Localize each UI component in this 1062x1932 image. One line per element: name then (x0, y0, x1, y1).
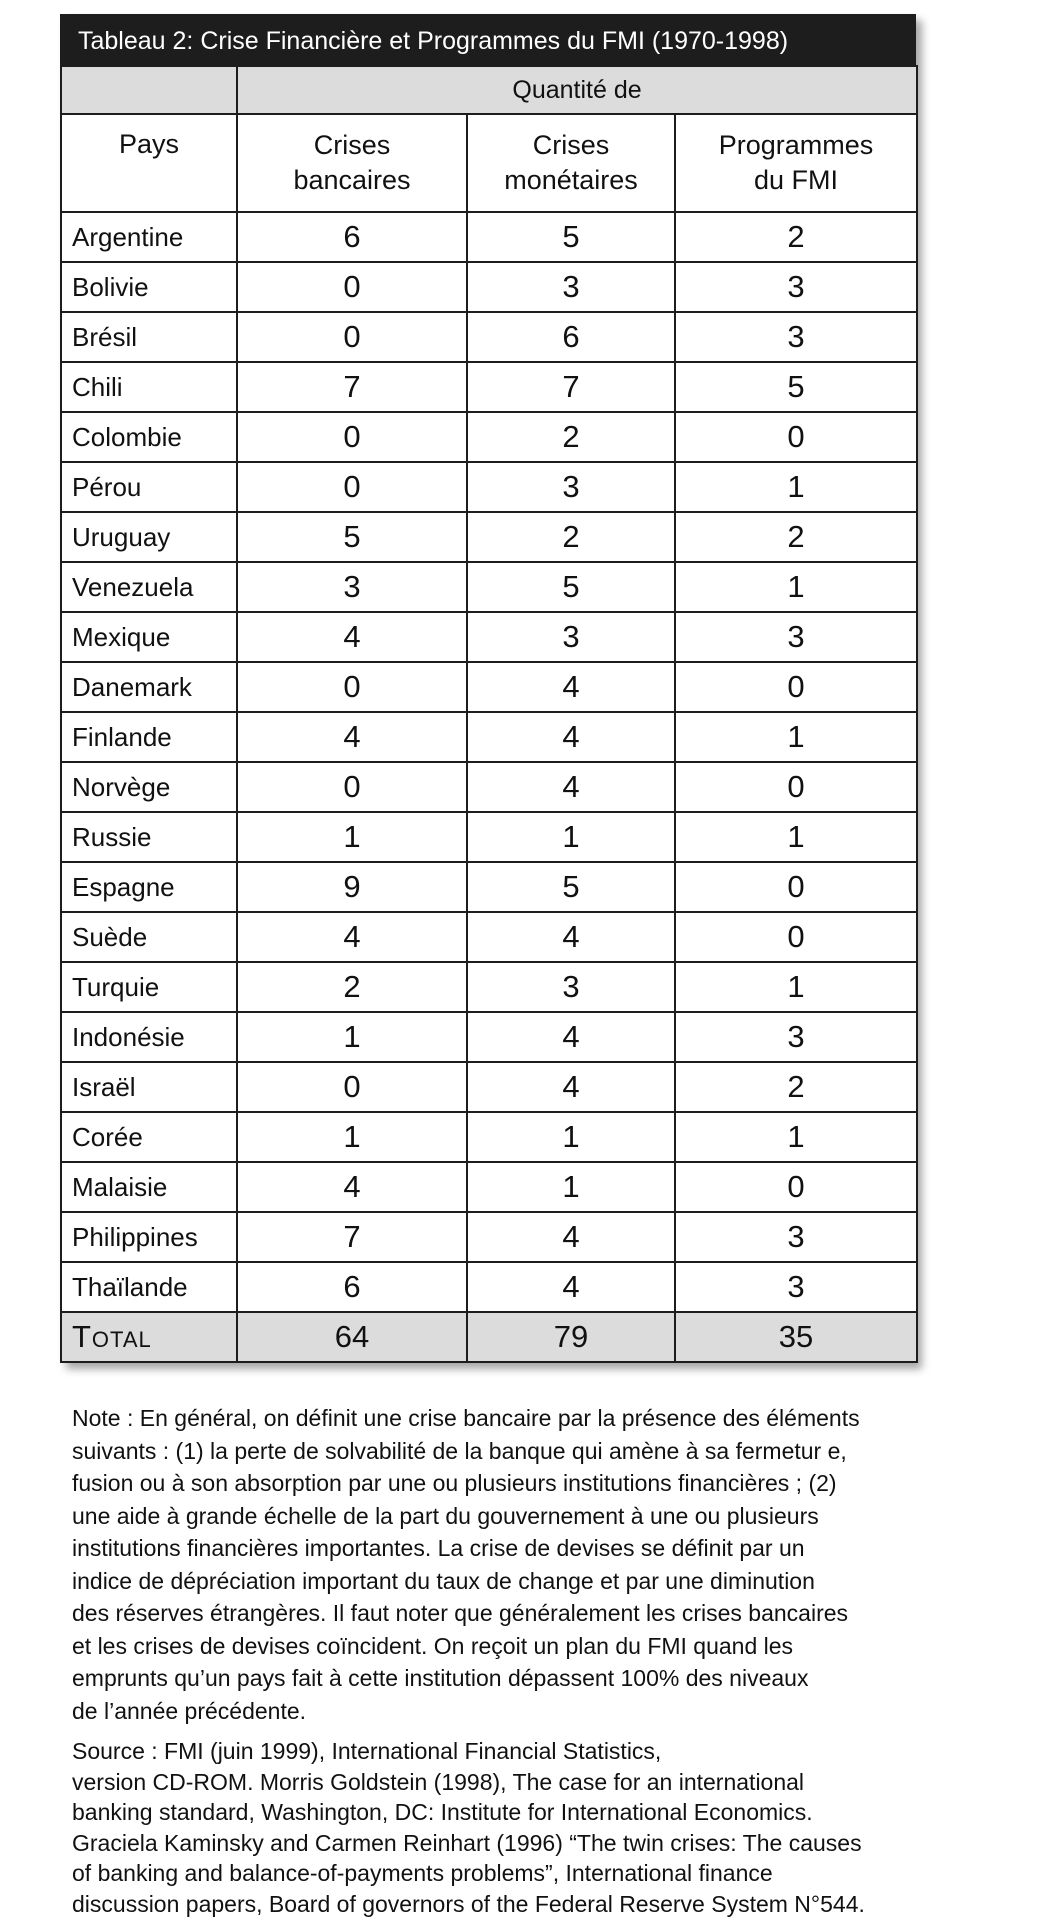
table-row (61, 862, 917, 912)
imf-programs-cell: 1 (675, 812, 917, 862)
banking-crises-cell: 6 (237, 1262, 467, 1312)
country-cell: Colombie (61, 412, 237, 462)
currency-crises-cell: 3 (467, 262, 675, 312)
currency-crises-cell: 4 (467, 1212, 675, 1262)
currency-crises-cell: 5 (467, 212, 675, 262)
currency-crises-cell: 3 (467, 612, 675, 662)
table-row (61, 1112, 917, 1162)
column-header-imf: Programmes du FMI (675, 114, 917, 212)
table-row (61, 1062, 917, 1112)
table-row (61, 462, 917, 512)
banking-crises-cell: 2 (237, 962, 467, 1012)
super-header-quantite: Quantité de (237, 66, 917, 114)
banking-crises-cell: 0 (237, 1062, 467, 1112)
note-paragraph: Note : En général, on définit une crise bancaire par la présence des éléments suivants : (1) la perte de solvabilité de la banque qui amène à sa fermetur e, fusion ou à son absorption par une ou plusieurs institutions financières ; (2) une aide à grande échelle de la part du gouvernement à une ou plusieurs institutions financières importantes. La crise de devises se définit par un indice de dépréciation important du taux de change et par une diminution des réserves étrangères. Il faut noter que généralement les crises bancaires et les crises de devises coïncident. On reçoit un plan du FMI quand les emprunts qu’un pays fait à cette institution dépassent 100% des niveaux de l’année précédente. (72, 1405, 860, 1724)
table-row (61, 612, 917, 662)
table-row (61, 712, 917, 762)
data-table (60, 65, 918, 1363)
currency-crises-cell: 4 (467, 1262, 675, 1312)
currency-crises-cell: 2 (467, 412, 675, 462)
imf-programs-cell: 3 (675, 262, 917, 312)
country-cell: Mexique (61, 612, 237, 662)
country-cell: Israël (61, 1062, 237, 1112)
imf-programs-cell: 2 (675, 1062, 917, 1112)
table-row (61, 1212, 917, 1262)
banking-crises-cell: 1 (237, 812, 467, 862)
imf-programs-cell: 0 (675, 662, 917, 712)
currency-crises-cell: 4 (467, 1012, 675, 1062)
country-cell: Finlande (61, 712, 237, 762)
imf-programs-cell: 1 (675, 962, 917, 1012)
super-header-blank (61, 66, 237, 114)
imf-programs-cell: 3 (675, 1262, 917, 1312)
banking-crises-cell: 6 (237, 212, 467, 262)
country-cell: Chili (61, 362, 237, 412)
table-row (61, 1012, 917, 1062)
total-label: Total (61, 1312, 237, 1362)
column-header-row (61, 114, 917, 212)
country-cell: Venezuela (61, 562, 237, 612)
imf-programs-cell: 3 (675, 312, 917, 362)
country-cell: Argentine (61, 212, 237, 262)
table-row (61, 362, 917, 412)
column-header-currency: Crises monétaires (467, 114, 675, 212)
imf-programs-cell: 3 (675, 1012, 917, 1062)
table-title: Tableau 2: Crise Financière et Programmes du FMI (1970-1998) (60, 14, 916, 65)
imf-programs-cell: 2 (675, 212, 917, 262)
currency-crises-cell: 3 (467, 462, 675, 512)
imf-programs-cell: 0 (675, 762, 917, 812)
currency-crises-cell: 1 (467, 1162, 675, 1212)
source-paragraph: Source : FMI (juin 1999), International Financial Statistics, version CD-ROM. Morris Goldstein (1998), The case for an international banking standard, Washington, DC: Institute for International Economics. Graciela Kaminsky and Carmen Reinhart (1996) “The twin crises: The causes of banking and balance-of-payments problems”, International finance discussion papers, Board of governors of the Federal Reserve System N°544. (72, 1738, 865, 1917)
country-cell: Philippines (61, 1212, 237, 1262)
country-cell: Norvège (61, 762, 237, 812)
table-row (61, 962, 917, 1012)
currency-crises-cell: 5 (467, 862, 675, 912)
total-imf: 35 (675, 1312, 917, 1362)
imf-programs-cell: 0 (675, 862, 917, 912)
country-cell: Thaïlande (61, 1262, 237, 1312)
country-cell: Malaisie (61, 1162, 237, 1212)
table-row (61, 1262, 917, 1312)
currency-crises-cell: 4 (467, 712, 675, 762)
column-header-pays: Pays (61, 114, 237, 212)
banking-crises-cell: 3 (237, 562, 467, 612)
banking-crises-cell: 0 (237, 462, 467, 512)
table-row (61, 212, 917, 262)
banking-crises-cell: 4 (237, 612, 467, 662)
banking-crises-cell: 1 (237, 1112, 467, 1162)
super-header-row (61, 66, 917, 114)
imf-programs-cell: 0 (675, 412, 917, 462)
table-row (61, 562, 917, 612)
country-cell: Suède (61, 912, 237, 962)
table-row (61, 412, 917, 462)
currency-crises-cell: 2 (467, 512, 675, 562)
country-cell: Espagne (61, 862, 237, 912)
currency-crises-cell: 4 (467, 912, 675, 962)
imf-programs-cell: 3 (675, 612, 917, 662)
banking-crises-cell: 4 (237, 1162, 467, 1212)
imf-programs-cell: 0 (675, 1162, 917, 1212)
table-row (61, 262, 917, 312)
country-cell: Corée (61, 1112, 237, 1162)
table-row (61, 912, 917, 962)
banking-crises-cell: 7 (237, 362, 467, 412)
total-currency: 79 (467, 1312, 675, 1362)
currency-crises-cell: 7 (467, 362, 675, 412)
banking-crises-cell: 0 (237, 662, 467, 712)
country-cell: Uruguay (61, 512, 237, 562)
banking-crises-cell: 0 (237, 412, 467, 462)
banking-crises-cell: 4 (237, 712, 467, 762)
currency-crises-cell: 5 (467, 562, 675, 612)
currency-crises-cell: 4 (467, 1062, 675, 1112)
table-row (61, 662, 917, 712)
total-row (61, 1312, 917, 1362)
banking-crises-cell: 1 (237, 1012, 467, 1062)
country-cell: Brésil (61, 312, 237, 362)
country-cell: Russie (61, 812, 237, 862)
country-cell: Danemark (61, 662, 237, 712)
currency-crises-cell: 6 (467, 312, 675, 362)
table-row (61, 512, 917, 562)
currency-crises-cell: 1 (467, 1112, 675, 1162)
banking-crises-cell: 0 (237, 262, 467, 312)
banking-crises-cell: 9 (237, 862, 467, 912)
total-banking: 64 (237, 1312, 467, 1362)
currency-crises-cell: 4 (467, 662, 675, 712)
imf-programs-cell: 0 (675, 912, 917, 962)
crisis-table (60, 14, 916, 1363)
table-row (61, 312, 917, 362)
column-header-banking: Crises bancaires (237, 114, 467, 212)
imf-programs-cell: 5 (675, 362, 917, 412)
country-cell: Indonésie (61, 1012, 237, 1062)
table-row (61, 762, 917, 812)
currency-crises-cell: 1 (467, 812, 675, 862)
banking-crises-cell: 5 (237, 512, 467, 562)
imf-programs-cell: 1 (675, 462, 917, 512)
imf-programs-cell: 2 (675, 512, 917, 562)
country-cell: Bolivie (61, 262, 237, 312)
currency-crises-cell: 4 (467, 762, 675, 812)
imf-programs-cell: 1 (675, 1112, 917, 1162)
currency-crises-cell: 3 (467, 962, 675, 1012)
banking-crises-cell: 0 (237, 312, 467, 362)
banking-crises-cell: 7 (237, 1212, 467, 1262)
banking-crises-cell: 4 (237, 912, 467, 962)
banking-crises-cell: 0 (237, 762, 467, 812)
country-cell: Pérou (61, 462, 237, 512)
table-row (61, 812, 917, 862)
imf-programs-cell: 1 (675, 712, 917, 762)
imf-programs-cell: 3 (675, 1212, 917, 1262)
imf-programs-cell: 1 (675, 562, 917, 612)
table-row (61, 1162, 917, 1212)
country-cell: Turquie (61, 962, 237, 1012)
